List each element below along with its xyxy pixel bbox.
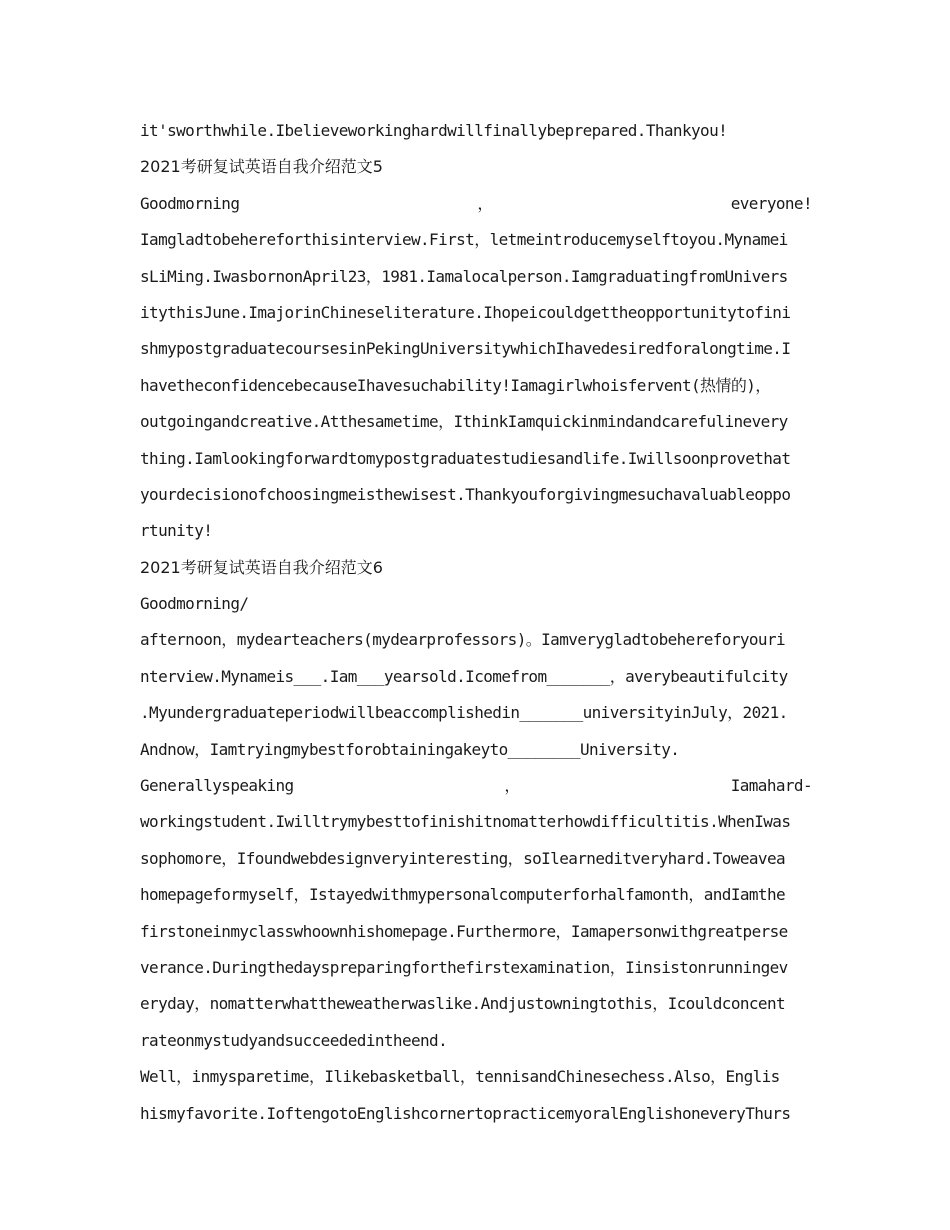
text-line: afternoon，mydearteachers(mydearprofessors)。Iamverygladtobehereforyouri: [140, 630, 786, 650]
text-line: sophomore，Ifoundwebdesignveryinteresting，soIlearneditveryhard.Toweavea: [140, 848, 786, 868]
greeting-left: Goodmorning: [140, 193, 240, 213]
text-line: havetheconfidencebecauseIhavesuchability!Iamagirlwhoisfervent(热情的)，: [140, 375, 771, 395]
text-line: Iamgladtobehereforthisinterview.First，letmeintroducemyselftoyou.Mynamei: [140, 230, 788, 250]
general-left: Generallyspeaking: [140, 776, 294, 796]
text-line: verance.Duringthedayspreparingforthefirstexamination，Iinsistonrunningev: [140, 957, 788, 977]
general-comma: ，: [504, 776, 520, 796]
text-line: shmypostgraduatecoursesinPekingUniversitywhichIhavedesiredforalongtime.I: [140, 339, 791, 359]
text-line: eryday，nomatterwhattheweatherwaslike.Andjustowningtothis，Icouldconcent: [140, 994, 786, 1014]
text-line: hismyfavorite.IoftengotoEnglishcornertopracticemyoralEnglishoneveryThurs: [140, 1103, 791, 1123]
text-line: Andnow，Iamtryingmybestforobtainingakeyto________University.: [140, 739, 680, 759]
text-line: firstoneinmyclasswhoownhishomepage.Furthermore，Iamapersonwithgreatperse: [140, 921, 788, 941]
text-line: Well，inmysparetime，Ilikebasketball，tennisandChinesechess.Also，Englis: [140, 1067, 780, 1087]
document-page: [140, 118, 812, 1137]
text-line: rateonmystudyandsucceededintheend.: [140, 1030, 448, 1050]
text-line: rtunity!: [140, 521, 213, 541]
general-line: [140, 773, 812, 809]
section-heading: 2021考研复试英语自我介绍范文5: [140, 157, 383, 177]
greeting-line: [140, 191, 812, 227]
greeting-comma: ，: [477, 193, 493, 213]
text-line: .Myundergraduateperiodwillbeaccomplishedin_______universityinJuly，2021.: [140, 703, 788, 723]
text-line: yourdecisionofchoosingmeisthewisest.Thankyouforgivingmesuchavaluableoppo: [140, 484, 791, 504]
text-line: thing.Iamlookingforwardtomypostgraduatestudiesandlife.Iwillsoonprovethat: [140, 448, 791, 468]
text-line: sLiMing.IwasbornonApril23，1981.Iamalocalperson.IamgraduatingfromUnivers: [140, 266, 788, 286]
text-line: workingstudent.Iwilltrymybesttofinishitnomatterhowdifficultitis.WhenIwas: [140, 812, 791, 832]
text-line: Goodmorning/: [140, 594, 249, 614]
text-line: homepageformyself，Istayedwithmypersonalcomputerforhalfamonth，andIamthe: [140, 885, 786, 905]
text-line: outgoingandcreative.Atthesametime，IthinkIamquickinmindandcarefulinevery: [140, 412, 788, 432]
text-line: nterview.Mynameis___.Iam___yearsold.Icomefrom_______，averybeautifulcity: [140, 666, 788, 686]
general-right: Iamahard-: [730, 776, 812, 796]
section-heading: 2021考研复试英语自我介绍范文6: [140, 557, 383, 577]
text-line: itythisJune.ImajorinChineseliterature.Ihopeicouldgettheopportunitytofini: [140, 302, 791, 322]
greeting-right: everyone!: [730, 193, 812, 213]
text-line: it'sworthwhile.Ibelieveworkinghardwillfinallybeprepared.Thankyou!: [140, 121, 728, 140]
